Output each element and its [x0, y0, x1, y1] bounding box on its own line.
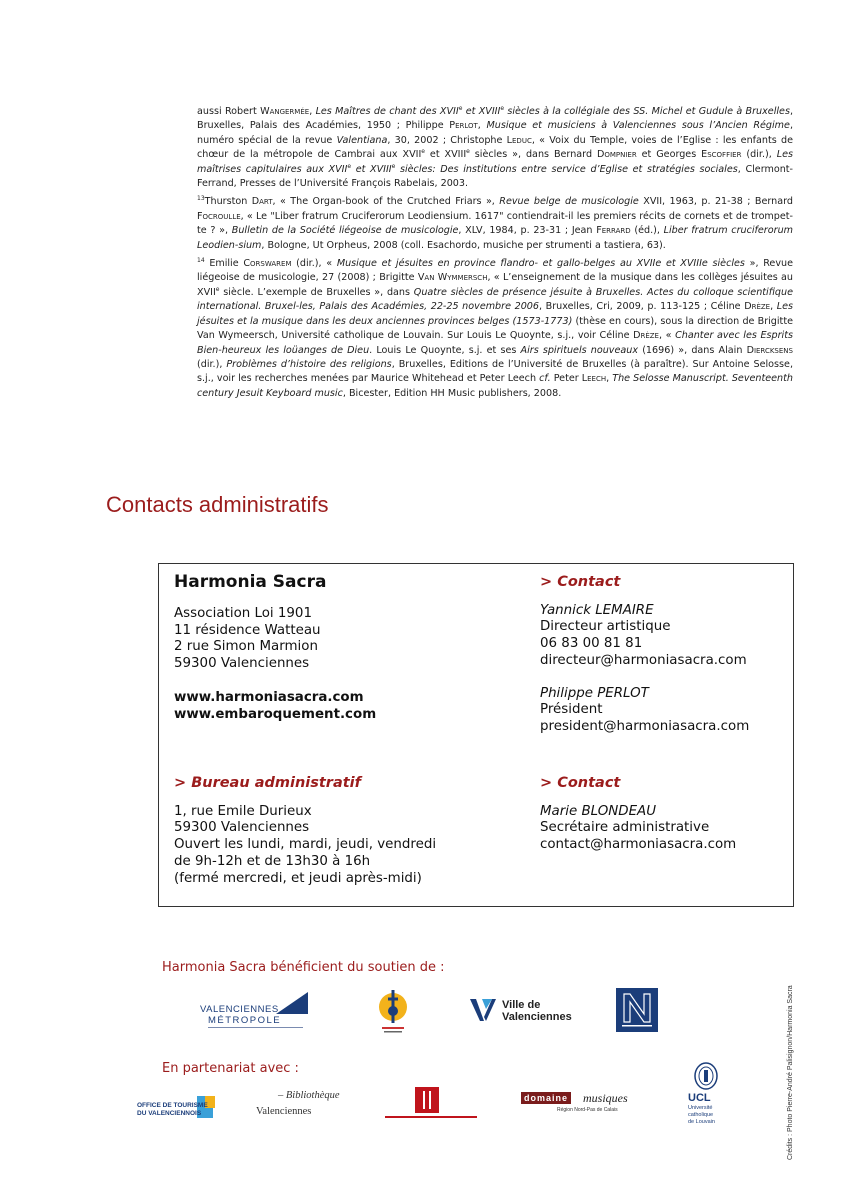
organization-block [174, 572, 376, 723]
partner-red-building-logo [385, 1087, 480, 1123]
support-title: Harmonia Sacra bénéficient du soutien de : [162, 960, 445, 975]
conseil-general-nord-logo [616, 988, 658, 1032]
footnote-13: $^{13}$Thurston Dart, « The Organ-book of the Crutched Friars », Revue belge de musicologie XVII, 1963, p. 21-38 ; Bernard Focroulle, « Le "Liber fratrum Cruciferorum Leodiensium. 1617" contiendrait-il les premiers récits de cornets et de trompet-te ? », Bulletin de la Société liégeoise de musicologie, XLV, 1984, p. 23-31 ; Jean Ferrard (éd.), Liber fratrum cruciferorum Leodien-sium, Bologne, Ut Orpheus, 2008 (coll. Esachordo, musiche per strumenti a tastiera, 63). [197, 195, 793, 251]
v-emblem-icon [470, 997, 500, 1023]
section-title: Contacts administratifs [106, 492, 329, 517]
nord-pas-de-calais-logo [374, 985, 412, 1037]
ucl-logo: UCL Université catholique de Louvain [688, 1062, 724, 1134]
ucl-seal-icon [693, 1062, 719, 1090]
websites [174, 690, 376, 723]
contact-heading: > Contact [540, 574, 621, 590]
footnote-number: 13 [197, 195, 205, 203]
contact-heading: > Contact [540, 775, 621, 791]
footnote-number: 14 [197, 257, 205, 265]
logo-shape-icon [276, 992, 308, 1014]
domaine-musiques-logo: domaine musiques Région Nord-Pas de Calais [521, 1092, 646, 1118]
bureau-details: 1, rue Emile Durieux 59300 Valenciennes Ouvert les lundi, mardi, jeudi, vendredi de 9h-12h et de 13h30 à 16h (fermé mercredi, et jeudi après-midi) [174, 803, 437, 886]
footnote-14: $^{14}$ Emilie Corswarem (dir.), « Musique et jésuites en province flandro- et gallo-belges au XVIIe et XVIIIe siècles », Revue liégeoise de musicologie, 27 (2008) ; Brigitte Van Wymmersch, « L’enseignement de la musique dans les collèges jésuites au XVIIe siècle. L’exemple de Bruxelles », dans Quatre siècles de présence jésuite à Bruxelles. Actes du colloque scientifique international. Bruxel-les, Palais des Académies, 22-25 novembre 2006, Bruxelles, Cri, 2009, p. 113-125 ; Céline Drèze, Les jésuites et la musique dans les deux anciennes provinces belges (1573-1773) (thèse en cours), sous la direction de Brigitte Van Wymeersch, Université catholique de Louvain. Sur Louis Le Quoynte, s.j., voir Céline Drèze, « Chanter avec les Esprits Bien-heureux les loüanges de Dieu. Louis Le Quoynte, s.j. et ses Airs spirituels nouveaux (1696) », dans Alain Diercksens (dir.), Problèmes d’histoire des religions, Bruxelles, Editions de l’Université de Bruxelles (à paraître). Sur Antoine Selosse, s.j., voir les recherches menées par Maurice Whitehead et Peter Leech cf. Peter Leech, The Selosse Manuscript. Seventeenth century Jesuit Keyboard music, Bicester, Edition HH Music publishers, 2008. [197, 257, 793, 399]
bibliotheque-valenciennes-logo: – Bibliothèque Valenciennes [256, 1090, 340, 1117]
website-link-harmoniasacra[interactable]: www.harmoniasacra.com [174, 689, 364, 705]
website-link-embaroquement[interactable]: www.embaroquement.com [174, 706, 377, 722]
office-de-tourisme-logo: OFFICE DE TOURISME DU VALENCIENNOIS [137, 1096, 217, 1122]
partner-title: En partenariat avec : [162, 1061, 299, 1076]
bureau-block [174, 775, 436, 887]
contact-yannick: Yannick LEMAIRE Directeur artistique 06 83 00 81 81 directeur@harmoniasacra.com [540, 603, 749, 670]
organization-name: Harmonia Sacra [174, 572, 327, 592]
ville-de-valenciennes-logo: Ville de Valenciennes [470, 997, 580, 1027]
contact-box [158, 563, 794, 907]
photo-credit: Crédits : Photo Pierre-André Palisignon/Harmonia Sacra [787, 985, 794, 1160]
contact-philippe: Philippe PERLOT Président president@harmoniasacra.com [540, 685, 750, 734]
contact-block-2 [540, 775, 736, 854]
valenciennes-metropole-logo: VALENCIENNES MÉTROPOLE [200, 992, 310, 1032]
email-link[interactable]: president@harmoniasacra.com [540, 718, 750, 734]
footnote-continuation: aussi Robert Wangermée, Les Maîtres de chant des XVIIe et XVIIIe siècles à la collégiale des SS. Michel et Gudule à Bruxelles, Bruxelles, Palais des Académies, 1950 ; Philippe Perlot, Musique et musiciens à Valenciennes sous l’Ancien Régime, numéro spécial de la revue Valentiana, 30, 2002 ; Christophe Leduc, « Voix du Temple, voies de l’Eglise : les enfants de chœur de la métropole de Cambrai aux XVIIe et XVIIIe siècles », dans Bernard Dompnier et Georges Escoffier (dir.), Les maîtrises capitulaires aux XVIIe et XVIIIe siècles: Des institutions entre service d’Eglise et stratégies sociales, Clermont-Ferrand, Presses de l’Université François Rabelais, 2003. [197, 105, 794, 190]
building-icon [415, 1087, 439, 1113]
footnotes [197, 105, 793, 405]
email-link[interactable]: contact@harmoniasacra.com [540, 837, 737, 853]
email-link[interactable]: directeur@harmoniasacra.com [540, 652, 747, 668]
contact-block-1 [540, 574, 749, 736]
region-emblem-icon [374, 985, 412, 1037]
contact-marie: Marie BLONDEAU Secrétaire administrative contact@harmoniasacra.com [540, 803, 737, 853]
n-emblem-icon [616, 988, 658, 1032]
postal-address: Association Loi 1901 11 résidence Watteau 2 rue Simon Marmion 59300 Valenciennes [174, 606, 321, 672]
bureau-heading: > Bureau administratif [174, 775, 361, 791]
